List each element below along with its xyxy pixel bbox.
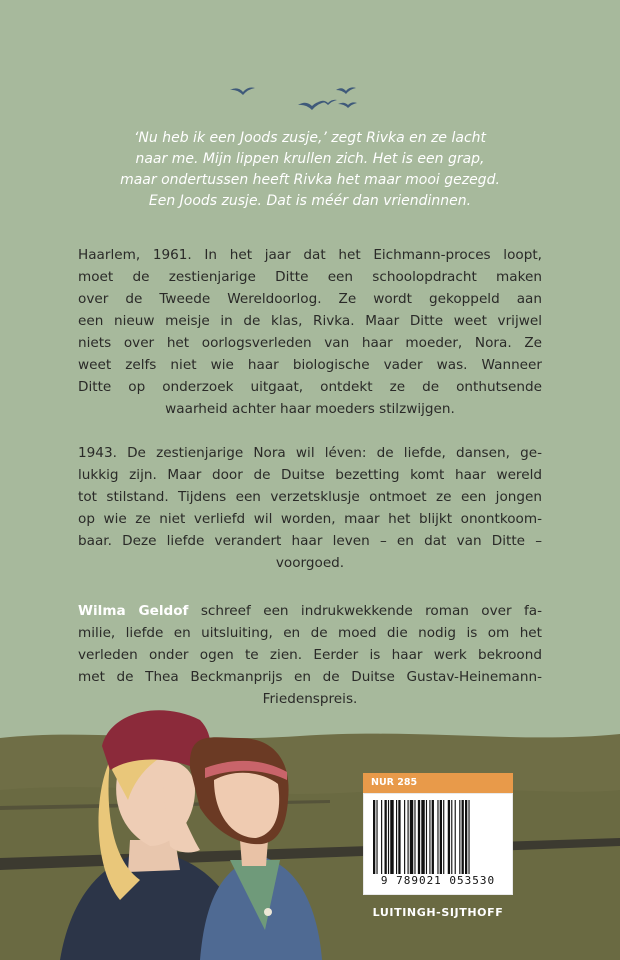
author-paragraph — [78, 600, 542, 710]
text-line: Ditte op onderzoek uitgaat, ontdekt ze de onthutsende — [78, 379, 542, 395]
text-line: milie, liefde en uitsluiting, en de moed die nodig is om het — [78, 625, 542, 641]
barcode-bar — [410, 800, 413, 874]
barcode-bar — [462, 800, 464, 874]
barcode-bar — [418, 800, 420, 874]
quote-line: maar ondertussen heeft Rivka het maar mooi gezegd. — [120, 172, 500, 188]
blurb-paragraph-1943 — [78, 442, 542, 574]
text-line: moet de zestienjarige Ditte een schoolopdracht maken — [78, 269, 542, 285]
text-line: lukkig zijn. Maar door de Duitse bezetting komt haar wereld — [78, 467, 542, 483]
opening-quote — [60, 128, 560, 212]
quote-line: naar me. Mijn lippen krullen zich. Het is een grap, — [135, 151, 485, 167]
text-line: over de Tweede Wereldoorlog. Ze wordt gekoppeld aan — [78, 291, 542, 307]
barcode-bar — [390, 800, 393, 874]
text-line: 1943. De zestienjarige Nora wil léven: de liefde, dansen, ge- — [78, 445, 542, 461]
barcode-bar — [451, 800, 452, 874]
barcode-bar — [421, 800, 424, 874]
barcode-bar — [426, 800, 427, 874]
barcode-bar — [414, 800, 415, 874]
text-line: baar. Deze liefde verandert haar leven – en dat van Ditte – — [78, 533, 542, 549]
barcode-bar — [465, 800, 467, 874]
publisher-logo: LUITINGH-SIJTHOFF — [372, 906, 504, 919]
isbn-digits: 9 789021 053530 — [380, 874, 496, 887]
text-line: weet zelfs niet wie haar biologische vader was. Wanneer — [78, 357, 542, 373]
barcode-bar — [468, 800, 469, 874]
birds-illustration — [230, 87, 357, 110]
quote-line: ‘Nu heb ik een Joods zusje,’ zegt Rivka en ze lacht — [133, 130, 487, 146]
text-line: niets over het oorlogsverleden van haar moeder, Nora. Ze — [78, 335, 542, 351]
barcode-bar — [443, 800, 444, 874]
barcode-bars — [372, 800, 506, 874]
text-line: voorgoed. — [275, 555, 345, 571]
text-line: Haarlem, 1961. In het jaar dat het Eichmann-proces loopt, — [78, 247, 542, 263]
barcode-bar — [455, 800, 456, 874]
text-line — [78, 600, 542, 622]
barcode-bar — [396, 800, 397, 874]
text-line: een nieuw meisje in de klas, Rivka. Maar Ditte weet vrijwel — [78, 313, 542, 329]
barcode-bar — [408, 800, 409, 874]
barcode-bar — [376, 800, 377, 874]
barcode-bar — [404, 800, 405, 874]
barcode-bar — [388, 800, 389, 874]
barcode-bar — [385, 800, 387, 874]
barcode-bar — [373, 800, 375, 874]
isbn-barcode — [363, 793, 513, 895]
text-fragment: schreef een indrukwekkende roman over fa- — [188, 603, 542, 619]
text-line: op wie ze niet verliefd wil worden, maar het blijkt onontkoom- — [78, 511, 542, 527]
text-line: verleden onder ogen te zien. Eerder is haar werk bekroond — [78, 647, 542, 663]
barcode-bar — [459, 800, 460, 874]
barcode-bar — [440, 800, 442, 874]
barcode-bar — [432, 800, 434, 874]
barcode-bar — [429, 800, 430, 874]
nur-label: NUR 285 — [363, 773, 513, 793]
quote-line: Een Joods zusje. Dat is méér dan vriendinnen. — [148, 193, 472, 209]
text-line: met de Thea Beckmanprijs en de Duitse Gustav-Heinemann- — [78, 669, 542, 685]
author-name: Wilma Geldof — [78, 603, 189, 619]
text-line: tot stilstand. Tijdens een verzetsklusje ontmoet ze een jongen — [78, 489, 542, 505]
barcode-bar — [398, 800, 400, 874]
blurb-paragraph-1961 — [78, 244, 542, 420]
barcode-bar — [381, 800, 382, 874]
barcode-bar — [448, 800, 450, 874]
text-line: Friedenspreis. — [262, 691, 358, 707]
barcode-bar — [437, 800, 438, 874]
text-line: waarheid achter haar moeders stilzwijgen. — [165, 401, 455, 417]
